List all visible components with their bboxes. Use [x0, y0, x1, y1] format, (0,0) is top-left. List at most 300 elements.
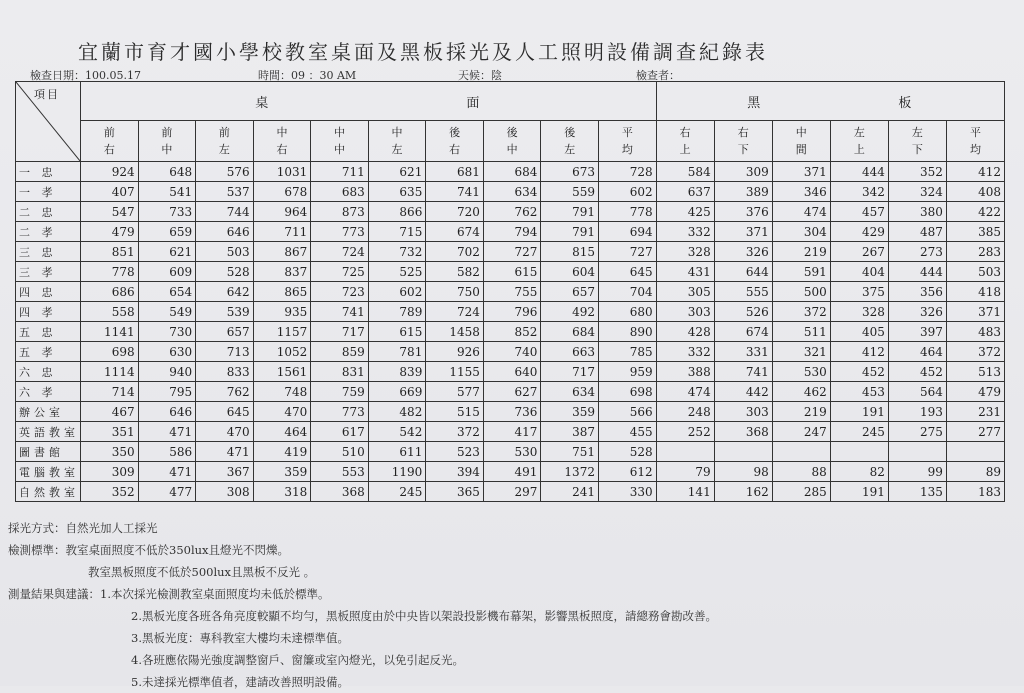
desk-lux-cell: 470 — [253, 402, 311, 422]
desk-lux-cell: 778 — [81, 262, 139, 282]
board-lux-cell: 342 — [830, 182, 888, 202]
desk-lux-cell: 715 — [368, 222, 426, 242]
desk-lux-cell: 350 — [81, 442, 139, 462]
room-name-cell: 一 孝 — [16, 182, 81, 202]
desk-lux-cell: 959 — [598, 362, 656, 382]
desk-lux-cell: 794 — [483, 222, 541, 242]
board-lux-cell: 162 — [714, 482, 772, 502]
desk-column-header — [311, 121, 369, 162]
board-lux-cell: 98 — [714, 462, 772, 482]
desk-lux-cell: 245 — [368, 482, 426, 502]
column-header-line-1: 前 — [103, 126, 115, 139]
desk-lux-cell: 837 — [253, 262, 311, 282]
board-lux-cell — [772, 442, 830, 462]
board-lux-cell: 79 — [656, 462, 714, 482]
board-lux-cell: 412 — [830, 342, 888, 362]
note-standard-1: 檢測標準：教室桌面照度不低於350lux且燈光不閃爍。 — [8, 543, 290, 557]
board-lux-cell: 245 — [830, 422, 888, 442]
desk-lux-cell: 1561 — [253, 362, 311, 382]
board-lux-cell: 285 — [772, 482, 830, 502]
board-lux-cell: 464 — [888, 342, 946, 362]
desk-lux-cell: 615 — [483, 262, 541, 282]
board-lux-cell: 328 — [830, 302, 888, 322]
column-header-line-1: 右 — [737, 126, 749, 139]
board-lux-cell: 431 — [656, 262, 714, 282]
desk-lux-cell: 477 — [138, 482, 196, 502]
desk-lux-cell: 611 — [368, 442, 426, 462]
board-column-header — [772, 121, 830, 162]
board-group-char-1: 黑 — [747, 95, 763, 111]
desk-group-char-1: 桌 — [255, 95, 271, 111]
column-header-line-1: 後 — [506, 126, 518, 139]
desk-lux-cell: 1052 — [253, 342, 311, 362]
desk-lux-cell: 867 — [253, 242, 311, 262]
desk-lux-cell: 634 — [483, 182, 541, 202]
column-header-line-1: 前 — [218, 126, 230, 139]
desk-lux-cell: 503 — [196, 242, 254, 262]
desk-lux-cell: 657 — [196, 322, 254, 342]
weather: 天候：陰 — [458, 69, 502, 82]
board-lux-cell: 511 — [772, 322, 830, 342]
board-column-header — [830, 121, 888, 162]
room-name-cell: 五 忠 — [16, 322, 81, 342]
desk-lux-cell: 935 — [253, 302, 311, 322]
desk-lux-cell: 684 — [541, 322, 599, 342]
room-name-cell: 電腦教室 — [16, 462, 81, 482]
column-header-line-1: 平 — [621, 126, 633, 139]
board-lux-cell: 273 — [888, 242, 946, 262]
desk-lux-cell: 621 — [368, 162, 426, 182]
board-lux-cell: 368 — [714, 422, 772, 442]
desk-lux-cell: 368 — [311, 482, 369, 502]
column-header-line-2: 右 — [276, 143, 288, 156]
note-result-3: 3.黑板光度：專科教室大樓均未達標準值。 — [131, 631, 349, 645]
column-header-line-1: 中 — [276, 126, 288, 139]
desk-lux-cell: 686 — [81, 282, 139, 302]
desk-lux-cell: 720 — [426, 202, 484, 222]
note-method: 採光方式：自然光加人工採光 — [8, 521, 158, 535]
column-header-line-2: 上 — [679, 143, 691, 156]
desk-lux-cell: 727 — [598, 242, 656, 262]
desk-lux-cell: 1155 — [426, 362, 484, 382]
room-name-cell: 一 忠 — [16, 162, 81, 182]
desk-lux-cell: 394 — [426, 462, 484, 482]
board-lux-cell: 252 — [656, 422, 714, 442]
desk-lux-cell: 455 — [598, 422, 656, 442]
column-header-line-2: 間 — [795, 143, 807, 156]
desk-lux-cell: 673 — [541, 162, 599, 182]
desk-lux-cell: 365 — [426, 482, 484, 502]
board-lux-cell: 372 — [946, 342, 1004, 362]
desk-lux-cell: 751 — [541, 442, 599, 462]
table-column-header-row — [16, 121, 1005, 162]
board-lux-cell: 530 — [772, 362, 830, 382]
desk-lux-cell: 547 — [81, 202, 139, 222]
desk-lux-cell: 609 — [138, 262, 196, 282]
column-header-line-1: 左 — [853, 126, 865, 139]
desk-lux-cell: 714 — [81, 382, 139, 402]
desk-lux-cell: 645 — [598, 262, 656, 282]
desk-lux-cell: 387 — [541, 422, 599, 442]
column-header-line-2: 右 — [449, 143, 461, 156]
board-lux-cell: 418 — [946, 282, 1004, 302]
board-lux-cell: 584 — [656, 162, 714, 182]
desk-column-header — [541, 121, 599, 162]
room-name-cell: 六 忠 — [16, 362, 81, 382]
desk-lux-cell: 558 — [81, 302, 139, 322]
board-lux-cell: 99 — [888, 462, 946, 482]
board-lux-cell: 453 — [830, 382, 888, 402]
room-name-cell: 二 孝 — [16, 222, 81, 242]
board-lux-cell: 191 — [830, 402, 888, 422]
desk-lux-cell: 530 — [483, 442, 541, 462]
desk-lux-cell: 759 — [311, 382, 369, 402]
desk-lux-cell: 351 — [81, 422, 139, 442]
board-column-header — [714, 121, 772, 162]
desk-lux-cell: 648 — [138, 162, 196, 182]
table-row — [16, 442, 1005, 462]
board-lux-cell — [888, 442, 946, 462]
board-lux-cell: 283 — [946, 242, 1004, 262]
room-name-cell: 四 孝 — [16, 302, 81, 322]
desk-lux-cell: 407 — [81, 182, 139, 202]
board-lux-cell: 219 — [772, 242, 830, 262]
desk-lux-cell: 528 — [598, 442, 656, 462]
desk-lux-cell: 704 — [598, 282, 656, 302]
desk-lux-cell: 694 — [598, 222, 656, 242]
room-name-cell: 自然教室 — [16, 482, 81, 502]
board-lux-cell: 88 — [772, 462, 830, 482]
board-lux-cell: 442 — [714, 382, 772, 402]
desk-lux-cell: 359 — [541, 402, 599, 422]
desk-lux-cell: 681 — [426, 162, 484, 182]
desk-lux-cell: 1031 — [253, 162, 311, 182]
desk-lux-cell: 674 — [426, 222, 484, 242]
column-header-line-2: 右 — [103, 143, 115, 156]
column-header-line-2: 均 — [969, 143, 981, 156]
desk-lux-cell: 528 — [196, 262, 254, 282]
column-header-line-2: 下 — [737, 143, 749, 156]
desk-lux-cell: 865 — [253, 282, 311, 302]
desk-lux-cell: 736 — [483, 402, 541, 422]
board-lux-cell: 193 — [888, 402, 946, 422]
board-lux-cell: 332 — [656, 222, 714, 242]
desk-lux-cell: 630 — [138, 342, 196, 362]
desk-lux-cell: 577 — [426, 382, 484, 402]
board-lux-cell: 452 — [888, 362, 946, 382]
board-lux-cell: 429 — [830, 222, 888, 242]
desk-lux-cell: 755 — [483, 282, 541, 302]
desk-lux-cell: 482 — [368, 402, 426, 422]
board-lux-cell — [946, 442, 1004, 462]
desk-lux-cell: 678 — [253, 182, 311, 202]
board-group-header — [656, 82, 1004, 121]
desk-lux-cell: 866 — [368, 202, 426, 222]
table-row — [16, 462, 1005, 482]
desk-lux-cell: 657 — [541, 282, 599, 302]
table-row — [16, 402, 1005, 422]
desk-lux-cell: 1157 — [253, 322, 311, 342]
desk-lux-cell: 515 — [426, 402, 484, 422]
desk-lux-cell: 725 — [311, 262, 369, 282]
desk-column-header — [368, 121, 426, 162]
desk-lux-cell: 1190 — [368, 462, 426, 482]
lighting-survey-table — [15, 81, 1005, 502]
board-lux-cell: 644 — [714, 262, 772, 282]
board-lux-cell: 371 — [946, 302, 1004, 322]
board-lux-cell: 305 — [656, 282, 714, 302]
board-lux-cell: 428 — [656, 322, 714, 342]
note-result-1: 測量結果與建議：1.本次採光檢測教室桌面照度均未低於標準。 — [8, 587, 330, 601]
desk-lux-cell: 566 — [598, 402, 656, 422]
board-lux-cell: 555 — [714, 282, 772, 302]
board-lux-cell: 397 — [888, 322, 946, 342]
table-row — [16, 322, 1005, 342]
board-lux-cell: 346 — [772, 182, 830, 202]
desk-column-header — [196, 121, 254, 162]
board-lux-cell: 376 — [714, 202, 772, 222]
desk-lux-cell: 724 — [311, 242, 369, 262]
desk-lux-cell: 549 — [138, 302, 196, 322]
board-lux-cell: 526 — [714, 302, 772, 322]
table-row — [16, 302, 1005, 322]
column-header-line-2: 下 — [911, 143, 923, 156]
desk-lux-cell: 539 — [196, 302, 254, 322]
desk-lux-cell: 523 — [426, 442, 484, 462]
column-header-line-1: 右 — [679, 126, 691, 139]
desk-lux-cell: 926 — [426, 342, 484, 362]
desk-lux-cell: 762 — [196, 382, 254, 402]
board-lux-cell: 479 — [946, 382, 1004, 402]
board-lux-cell: 356 — [888, 282, 946, 302]
desk-lux-cell: 796 — [483, 302, 541, 322]
table-row — [16, 382, 1005, 402]
column-header-line-1: 中 — [391, 126, 403, 139]
room-name-cell: 三 孝 — [16, 262, 81, 282]
desk-lux-cell: 525 — [368, 262, 426, 282]
board-group-char-2: 板 — [898, 95, 914, 111]
board-lux-cell: 304 — [772, 222, 830, 242]
desk-lux-cell: 372 — [426, 422, 484, 442]
desk-lux-cell: 795 — [138, 382, 196, 402]
board-lux-cell: 275 — [888, 422, 946, 442]
room-name-cell: 辦公室 — [16, 402, 81, 422]
room-name-cell: 英語教室 — [16, 422, 81, 442]
desk-lux-cell: 553 — [311, 462, 369, 482]
desk-lux-cell: 773 — [311, 222, 369, 242]
board-lux-cell: 462 — [772, 382, 830, 402]
desk-lux-cell: 621 — [138, 242, 196, 262]
column-header-line-2: 左 — [391, 143, 403, 156]
desk-lux-cell: 542 — [368, 422, 426, 442]
board-lux-cell: 422 — [946, 202, 1004, 222]
table-row — [16, 422, 1005, 442]
board-lux-cell: 247 — [772, 422, 830, 442]
board-lux-cell — [714, 442, 772, 462]
desk-lux-cell: 851 — [81, 242, 139, 262]
table-row — [16, 282, 1005, 302]
desk-lux-cell: 537 — [196, 182, 254, 202]
column-header-line-2: 中 — [161, 143, 173, 156]
desk-column-header — [426, 121, 484, 162]
inspector: 檢查者： — [636, 69, 680, 82]
column-header-line-1: 前 — [161, 126, 173, 139]
desk-lux-cell: 1141 — [81, 322, 139, 342]
column-header-line-1: 中 — [795, 126, 807, 139]
board-lux-cell: 309 — [714, 162, 772, 182]
desk-lux-cell: 615 — [368, 322, 426, 342]
corner-label: 項目 — [34, 88, 60, 101]
column-header-line-1: 後 — [449, 126, 461, 139]
desk-column-header — [598, 121, 656, 162]
board-lux-cell: 328 — [656, 242, 714, 262]
desk-lux-cell: 663 — [541, 342, 599, 362]
room-name-cell: 四 忠 — [16, 282, 81, 302]
desk-lux-cell: 698 — [598, 382, 656, 402]
board-lux-cell: 303 — [714, 402, 772, 422]
column-header-line-2: 上 — [853, 143, 865, 156]
board-lux-cell: 191 — [830, 482, 888, 502]
desk-lux-cell: 815 — [541, 242, 599, 262]
desk-lux-cell: 640 — [483, 362, 541, 382]
desk-column-header — [81, 121, 139, 162]
desk-lux-cell: 713 — [196, 342, 254, 362]
board-lux-cell: 371 — [714, 222, 772, 242]
desk-group-header — [81, 82, 657, 121]
board-lux-cell: 372 — [772, 302, 830, 322]
desk-lux-cell: 582 — [426, 262, 484, 282]
board-lux-cell: 389 — [714, 182, 772, 202]
desk-lux-cell: 646 — [196, 222, 254, 242]
board-lux-cell: 277 — [946, 422, 1004, 442]
board-lux-cell: 324 — [888, 182, 946, 202]
note-result-5: 5.未達採光標準值者，建請改善照明設備。 — [131, 675, 349, 689]
desk-lux-cell: 791 — [541, 202, 599, 222]
desk-lux-cell: 1114 — [81, 362, 139, 382]
desk-lux-cell: 627 — [483, 382, 541, 402]
board-lux-cell: 503 — [946, 262, 1004, 282]
desk-lux-cell: 1458 — [426, 322, 484, 342]
desk-lux-cell: 773 — [311, 402, 369, 422]
board-lux-cell — [656, 442, 714, 462]
table-row — [16, 482, 1005, 502]
desk-group-char-2: 面 — [466, 95, 482, 111]
board-lux-cell: 331 — [714, 342, 772, 362]
desk-lux-cell: 635 — [368, 182, 426, 202]
board-lux-cell: 332 — [656, 342, 714, 362]
inspection-time: 時間：09 ：30 AM — [258, 69, 357, 82]
board-lux-cell: 89 — [946, 462, 1004, 482]
desk-lux-cell: 781 — [368, 342, 426, 362]
desk-lux-cell: 964 — [253, 202, 311, 222]
desk-lux-cell: 586 — [138, 442, 196, 462]
board-lux-cell: 591 — [772, 262, 830, 282]
desk-lux-cell: 890 — [598, 322, 656, 342]
board-column-header — [946, 121, 1004, 162]
board-lux-cell: 388 — [656, 362, 714, 382]
desk-column-header — [253, 121, 311, 162]
desk-lux-cell: 723 — [311, 282, 369, 302]
desk-lux-cell: 717 — [311, 322, 369, 342]
desk-lux-cell: 642 — [196, 282, 254, 302]
desk-lux-cell: 241 — [541, 482, 599, 502]
desk-lux-cell: 741 — [426, 182, 484, 202]
desk-lux-cell: 684 — [483, 162, 541, 182]
board-lux-cell: 637 — [656, 182, 714, 202]
board-lux-cell: 352 — [888, 162, 946, 182]
room-name-cell: 二 忠 — [16, 202, 81, 222]
room-name-cell: 圖書館 — [16, 442, 81, 462]
desk-lux-cell: 467 — [81, 402, 139, 422]
desk-lux-cell: 727 — [483, 242, 541, 262]
board-column-header — [656, 121, 714, 162]
board-lux-cell: 380 — [888, 202, 946, 222]
column-header-line-1: 左 — [911, 126, 923, 139]
desk-lux-cell: 419 — [253, 442, 311, 462]
desk-lux-cell: 744 — [196, 202, 254, 222]
board-lux-cell: 321 — [772, 342, 830, 362]
desk-lux-cell: 330 — [598, 482, 656, 502]
note-result-4: 4.各班應依陽光強度調整窗戶、窗簾或室內燈光，以免引起反光。 — [131, 653, 464, 667]
board-lux-cell: 500 — [772, 282, 830, 302]
board-lux-cell: 267 — [830, 242, 888, 262]
desk-lux-cell: 730 — [138, 322, 196, 342]
desk-lux-cell: 471 — [138, 422, 196, 442]
board-lux-cell: 375 — [830, 282, 888, 302]
board-lux-cell: 82 — [830, 462, 888, 482]
desk-lux-cell: 576 — [196, 162, 254, 182]
desk-lux-cell: 367 — [196, 462, 254, 482]
desk-lux-cell: 602 — [368, 282, 426, 302]
table-row — [16, 342, 1005, 362]
table-row — [16, 182, 1005, 202]
desk-lux-cell: 464 — [253, 422, 311, 442]
board-lux-cell: 513 — [946, 362, 1004, 382]
column-header-line-1: 後 — [564, 126, 576, 139]
desk-lux-cell: 724 — [426, 302, 484, 322]
desk-column-header — [483, 121, 541, 162]
table-row — [16, 262, 1005, 282]
desk-lux-cell: 717 — [541, 362, 599, 382]
desk-lux-cell: 352 — [81, 482, 139, 502]
desk-lux-cell: 683 — [311, 182, 369, 202]
column-header-line-1: 中 — [334, 126, 345, 139]
desk-lux-cell: 470 — [196, 422, 254, 442]
desk-lux-cell: 654 — [138, 282, 196, 302]
board-lux-cell: 487 — [888, 222, 946, 242]
desk-lux-cell: 491 — [483, 462, 541, 482]
desk-lux-cell: 359 — [253, 462, 311, 482]
desk-lux-cell: 645 — [196, 402, 254, 422]
table-row — [16, 202, 1005, 222]
desk-lux-cell: 728 — [598, 162, 656, 182]
desk-lux-cell: 602 — [598, 182, 656, 202]
board-lux-cell: 444 — [888, 262, 946, 282]
desk-lux-cell: 698 — [81, 342, 139, 362]
desk-lux-cell: 873 — [311, 202, 369, 222]
desk-lux-cell: 417 — [483, 422, 541, 442]
desk-lux-cell: 839 — [368, 362, 426, 382]
column-header-line-2: 中 — [506, 143, 518, 156]
board-lux-cell: 219 — [772, 402, 830, 422]
desk-lux-cell: 471 — [138, 462, 196, 482]
desk-lux-cell: 309 — [81, 462, 139, 482]
document-title: 宜蘭市育才國小學校教室桌面及黑板採光及人工照明設備調查紀錄表 — [78, 40, 768, 64]
board-lux-cell: 408 — [946, 182, 1004, 202]
column-header-line-2: 中 — [334, 143, 345, 156]
column-header-line-2: 均 — [621, 143, 633, 156]
desk-lux-cell: 604 — [541, 262, 599, 282]
